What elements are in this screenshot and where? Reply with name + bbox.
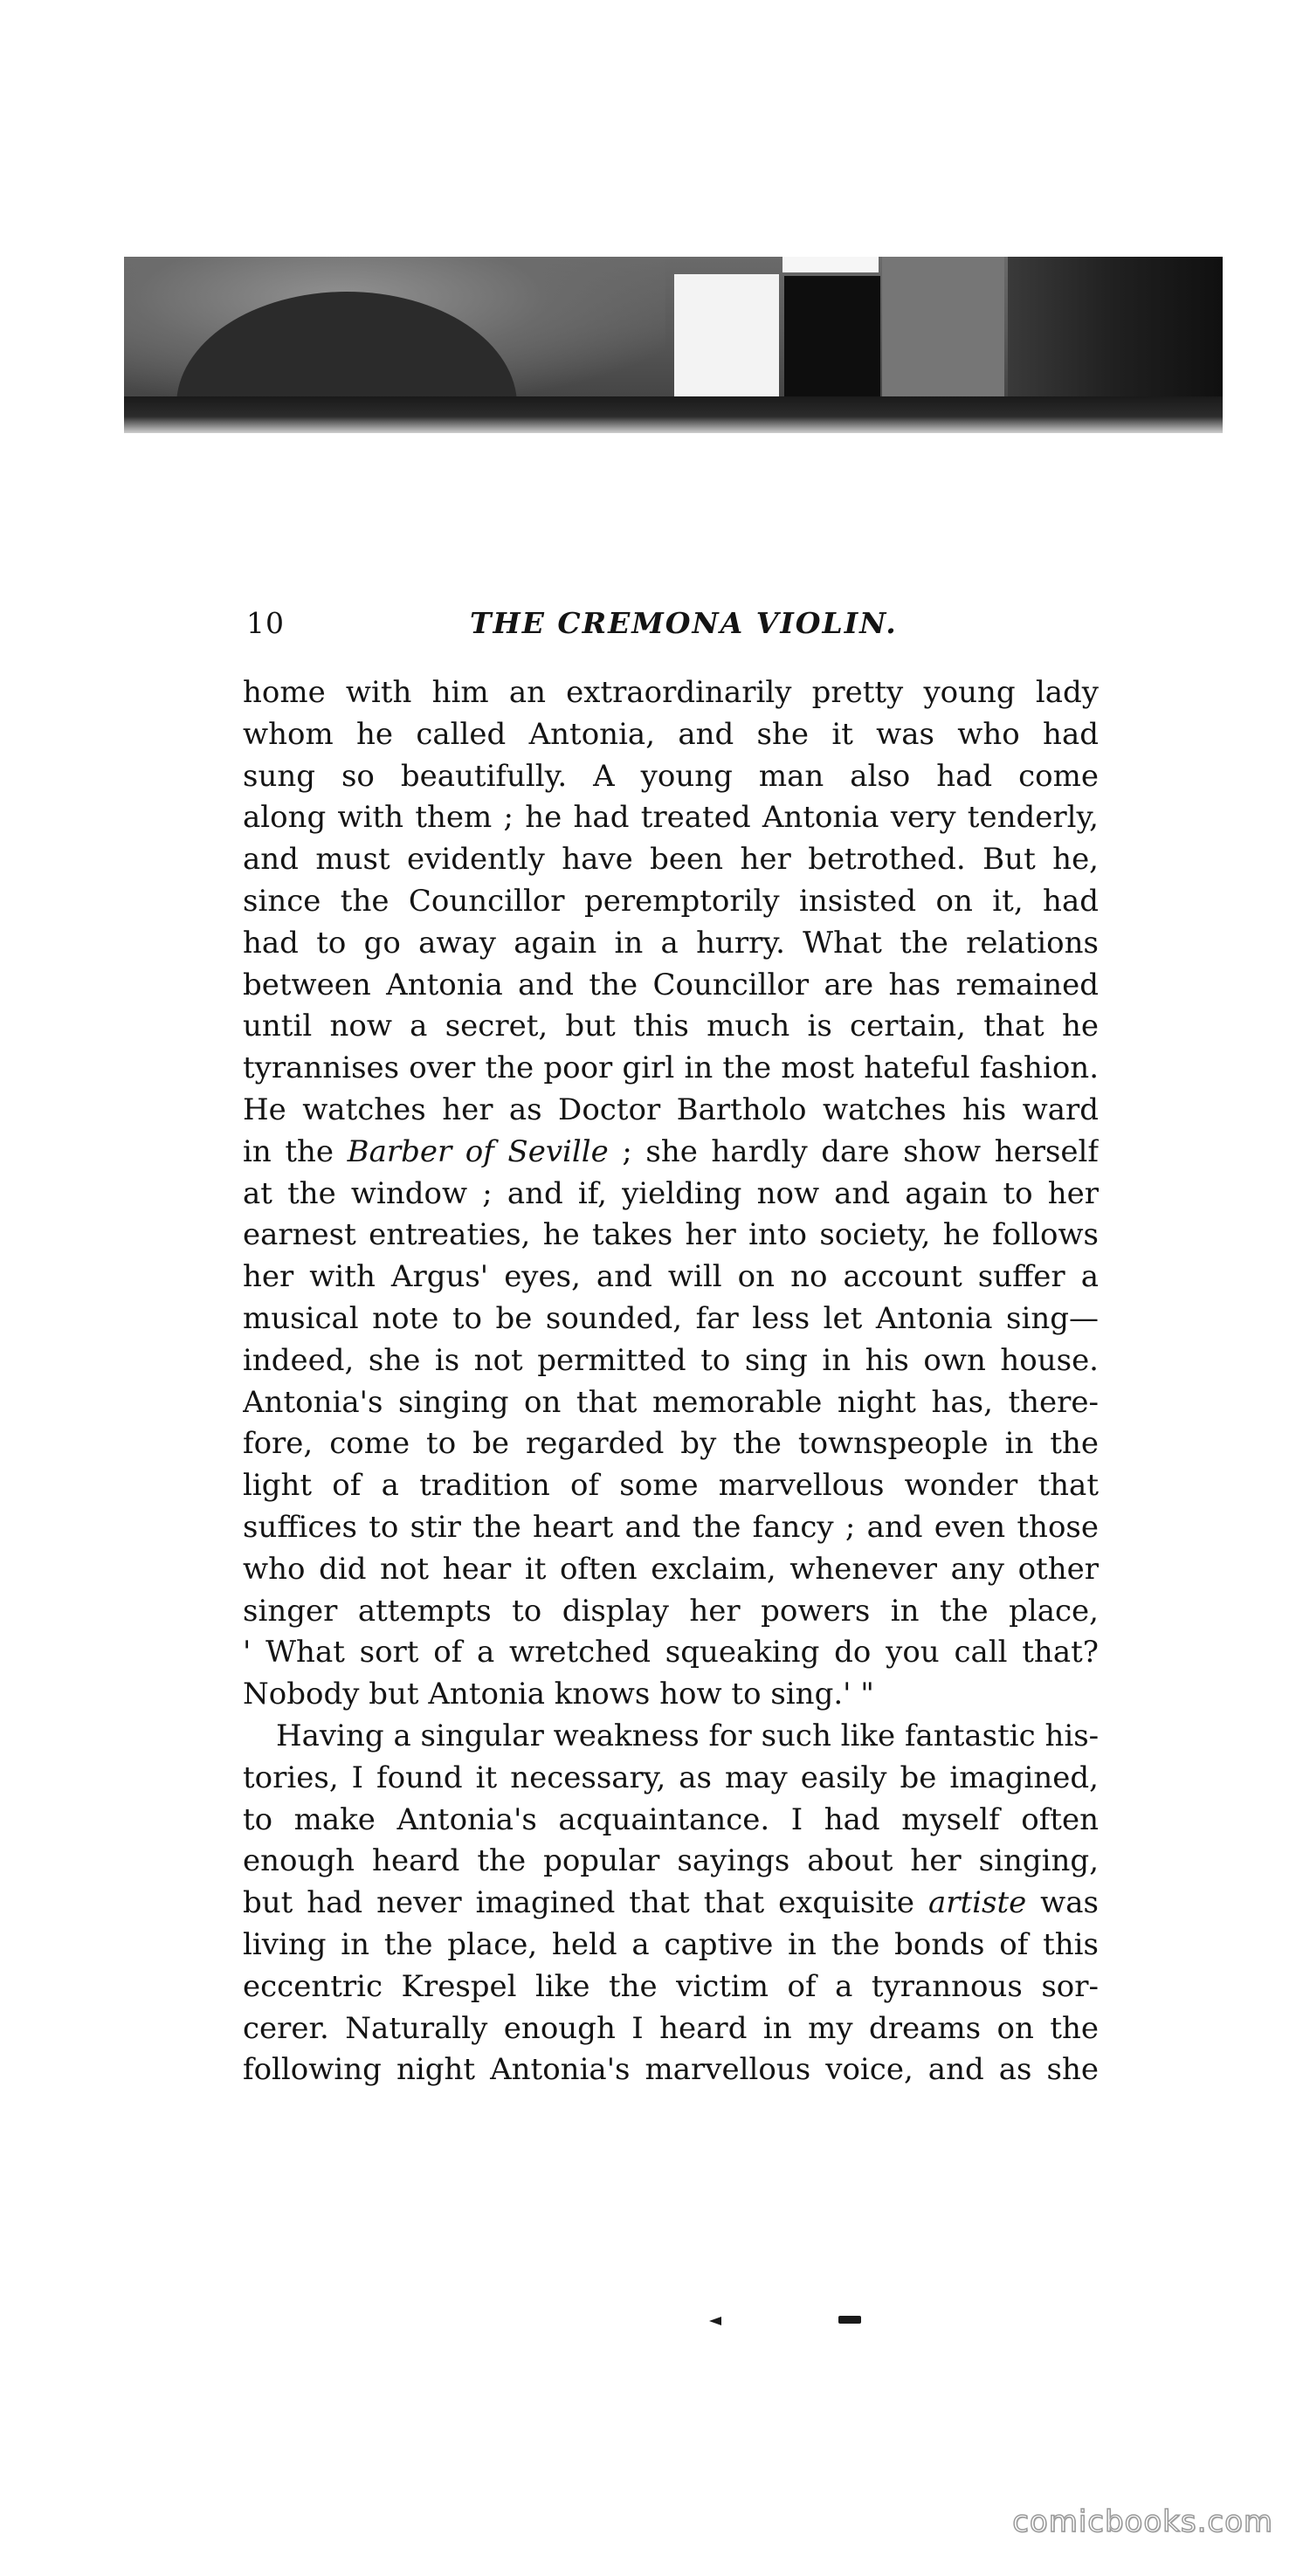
- text-line: her with Argus' eyes, and will on no account suffer a: [243, 1259, 1099, 1295]
- text-line: along with them ; he had treated Antonia very tenderly,: [243, 800, 1099, 836]
- text-line: indeed, she is not permitted to sing in his own house.: [243, 1342, 1099, 1378]
- watermark: comicbooks.com: [1012, 2504, 1273, 2539]
- text-line: sung so beautifully. A young man also had come: [243, 758, 1099, 794]
- paragraph-start-line: Having a singular weakness for such like fantastic his-: [276, 1718, 1099, 1753]
- text-line: tories, I found it necessary, as may easily be imagined,: [243, 1760, 1099, 1795]
- running-title: THE CREMONA VIOLIN.: [470, 606, 898, 640]
- text-line: Nobody but Antonia knows how to sing.' ": [243, 1677, 874, 1712]
- band-floor: [124, 396, 1223, 433]
- text-line: cerer. Naturally enough I heard in my dreams on the: [243, 2010, 1099, 2046]
- text-line: eccentric Krespel like the victim of a tyrannous sor-: [243, 1968, 1099, 2004]
- text-line: Antonia's singing on that memorable night has, there-: [243, 1384, 1099, 1420]
- text-line: at the window ; and if, yielding now and again to her: [243, 1175, 1099, 1211]
- text-line: to make Antonia's acquaintance. I had myself often: [243, 1801, 1099, 1837]
- text-line: ' What sort of a wretched squeaking do you call that?: [243, 1635, 1099, 1670]
- band-grey-block: [882, 257, 1004, 398]
- text-segment: was: [1026, 1885, 1099, 1921]
- text-line: who did not hear it often exclaim, whenever any other: [243, 1551, 1099, 1587]
- text-line: suffices to stir the heart and the fancy ; and even those: [243, 1509, 1099, 1545]
- text-line: tyrannises over the poor girl in the most hateful fashion.: [243, 1050, 1099, 1086]
- text-line: earnest entreaties, he takes her into society, he follows: [243, 1217, 1099, 1253]
- text-segment: ; she hardly dare show herself: [608, 1133, 1099, 1169]
- text-line: home with him an extraordinarily pretty young lady: [243, 675, 1099, 710]
- band-dark-block: [1008, 257, 1223, 398]
- text-line: following night Antonia's marvellous voice, and as she: [243, 2052, 1099, 2088]
- band-white-strip: [782, 257, 879, 272]
- text-line: and must evidently have been her betrothed. But he,: [243, 842, 1099, 878]
- text-line: singer attempts to display her powers in the place,: [243, 1593, 1099, 1629]
- text-segment: in the: [243, 1133, 348, 1169]
- text-line-with-italic: [243, 1883, 1099, 1925]
- text-line: living in the place, held a captive in the bonds of this: [243, 1926, 1099, 1962]
- text-line: whom he called Antonia, and she it was who had: [243, 716, 1099, 752]
- italic-word: artiste: [927, 1885, 1027, 1921]
- band-white-block: [674, 274, 779, 398]
- text-line: light of a tradition of some marvellous wonder that: [243, 1468, 1099, 1504]
- text-line: since the Councillor peremptorily insisted on it, had: [243, 883, 1099, 919]
- band-black-block: [784, 276, 880, 398]
- text-line: musical note to be sounded, far less let Antonia sing—: [243, 1300, 1099, 1336]
- text-line: between Antonia and the Councillor are has remained: [243, 967, 1099, 1002]
- text-line: fore, come to be regarded by the townspeople in the: [243, 1426, 1099, 1462]
- italic-title: Barber of Seville: [347, 1133, 609, 1169]
- text-line: He watches her as Doctor Bartholo watches his ward: [243, 1092, 1099, 1127]
- text-line-with-italic: [243, 1132, 1099, 1174]
- scan-mark-left: [709, 2317, 721, 2325]
- text-line: had to go away again in a hurry. What the relations: [243, 925, 1099, 961]
- header-photo-band: [124, 257, 1223, 433]
- text-line: until now a secret, but this much is certain, that he: [243, 1009, 1099, 1044]
- page-number: 10: [246, 606, 285, 640]
- scan-mark-right: [838, 2316, 861, 2324]
- text-line: enough heard the popular sayings about her singing,: [243, 1843, 1099, 1879]
- text-segment: but had never imagined that that exquisite: [243, 1885, 928, 1921]
- body-text: [243, 672, 1099, 2091]
